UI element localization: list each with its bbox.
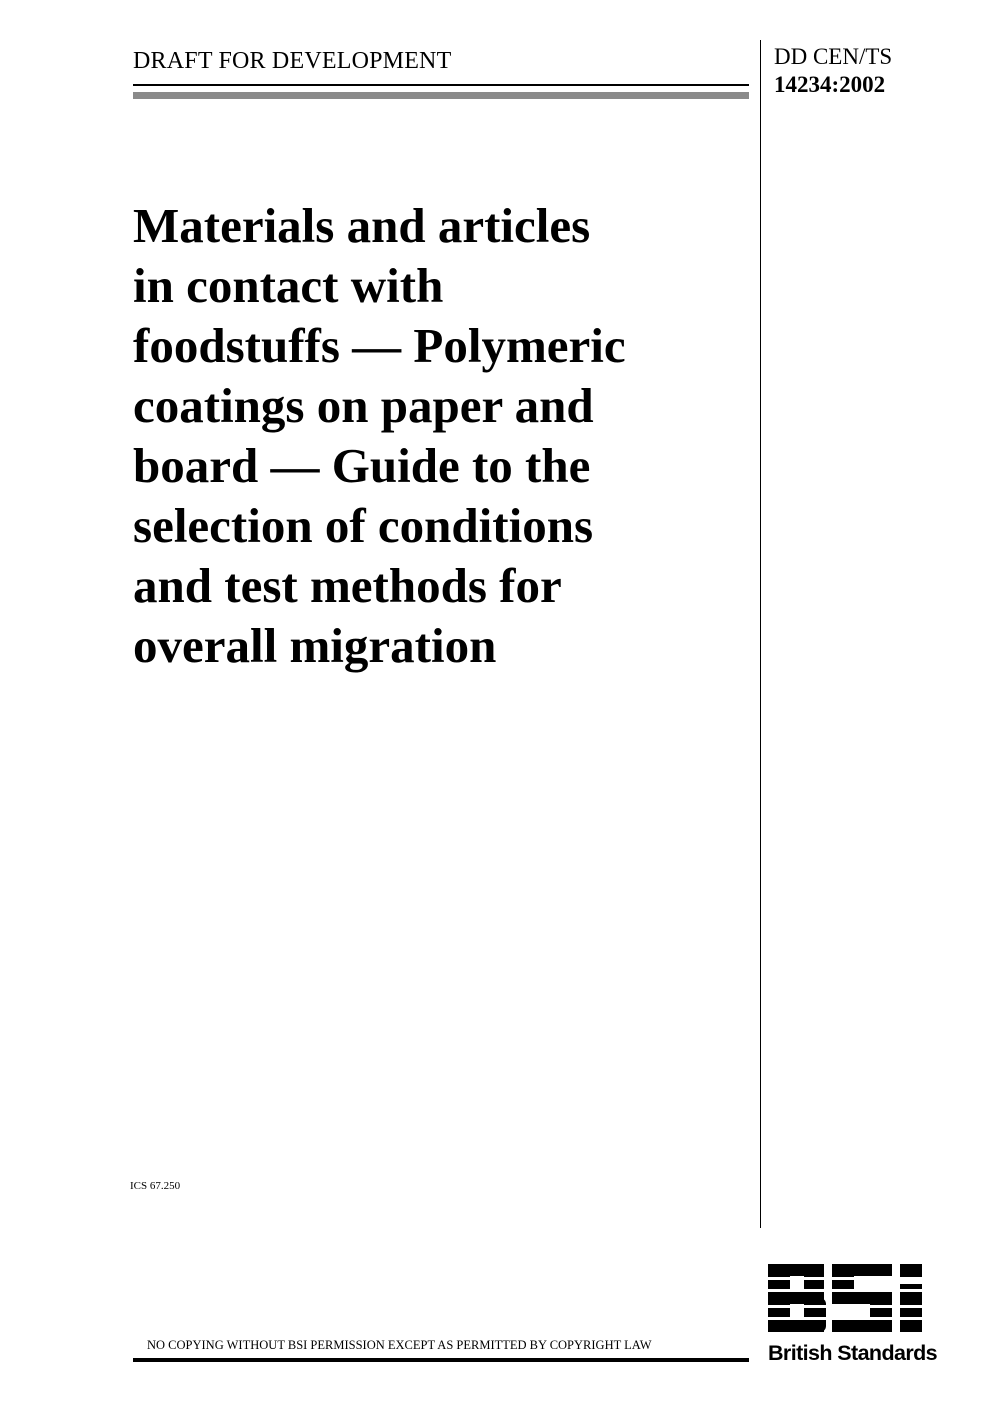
title-line: overall migration <box>133 618 497 673</box>
footer-rule <box>133 1358 749 1362</box>
title-line: in contact with <box>133 258 444 313</box>
standard-reference <box>774 43 892 99</box>
reference-line-2: 14234:2002 <box>774 72 886 97</box>
title-line: board — Guide to the <box>133 438 591 493</box>
reference-line-1: DD CEN/TS <box>774 44 893 69</box>
ics-code: ICS 67.250 <box>130 1180 181 1192</box>
title-line: selection of conditions <box>133 498 594 553</box>
document-title <box>133 196 753 676</box>
bsi-tagline: British Standards <box>768 1341 938 1365</box>
title-line: and test methods for <box>133 558 562 613</box>
header-rule-grey <box>133 92 749 99</box>
vertical-divider <box>760 40 761 1228</box>
bsi-logo-icon <box>766 1262 946 1334</box>
draft-status-label: DRAFT FOR DEVELOPMENT <box>133 48 452 74</box>
title-line: Materials and articles <box>133 198 591 253</box>
title-line: foodstuffs — Polymeric <box>133 318 626 373</box>
title-line: coatings on paper and <box>133 378 594 433</box>
copyright-notice: NO COPYING WITHOUT BSI PERMISSION EXCEPT AS PERMITTED BY COPYRIGHT LAW <box>147 1338 652 1352</box>
header-rule-thin <box>133 84 749 86</box>
